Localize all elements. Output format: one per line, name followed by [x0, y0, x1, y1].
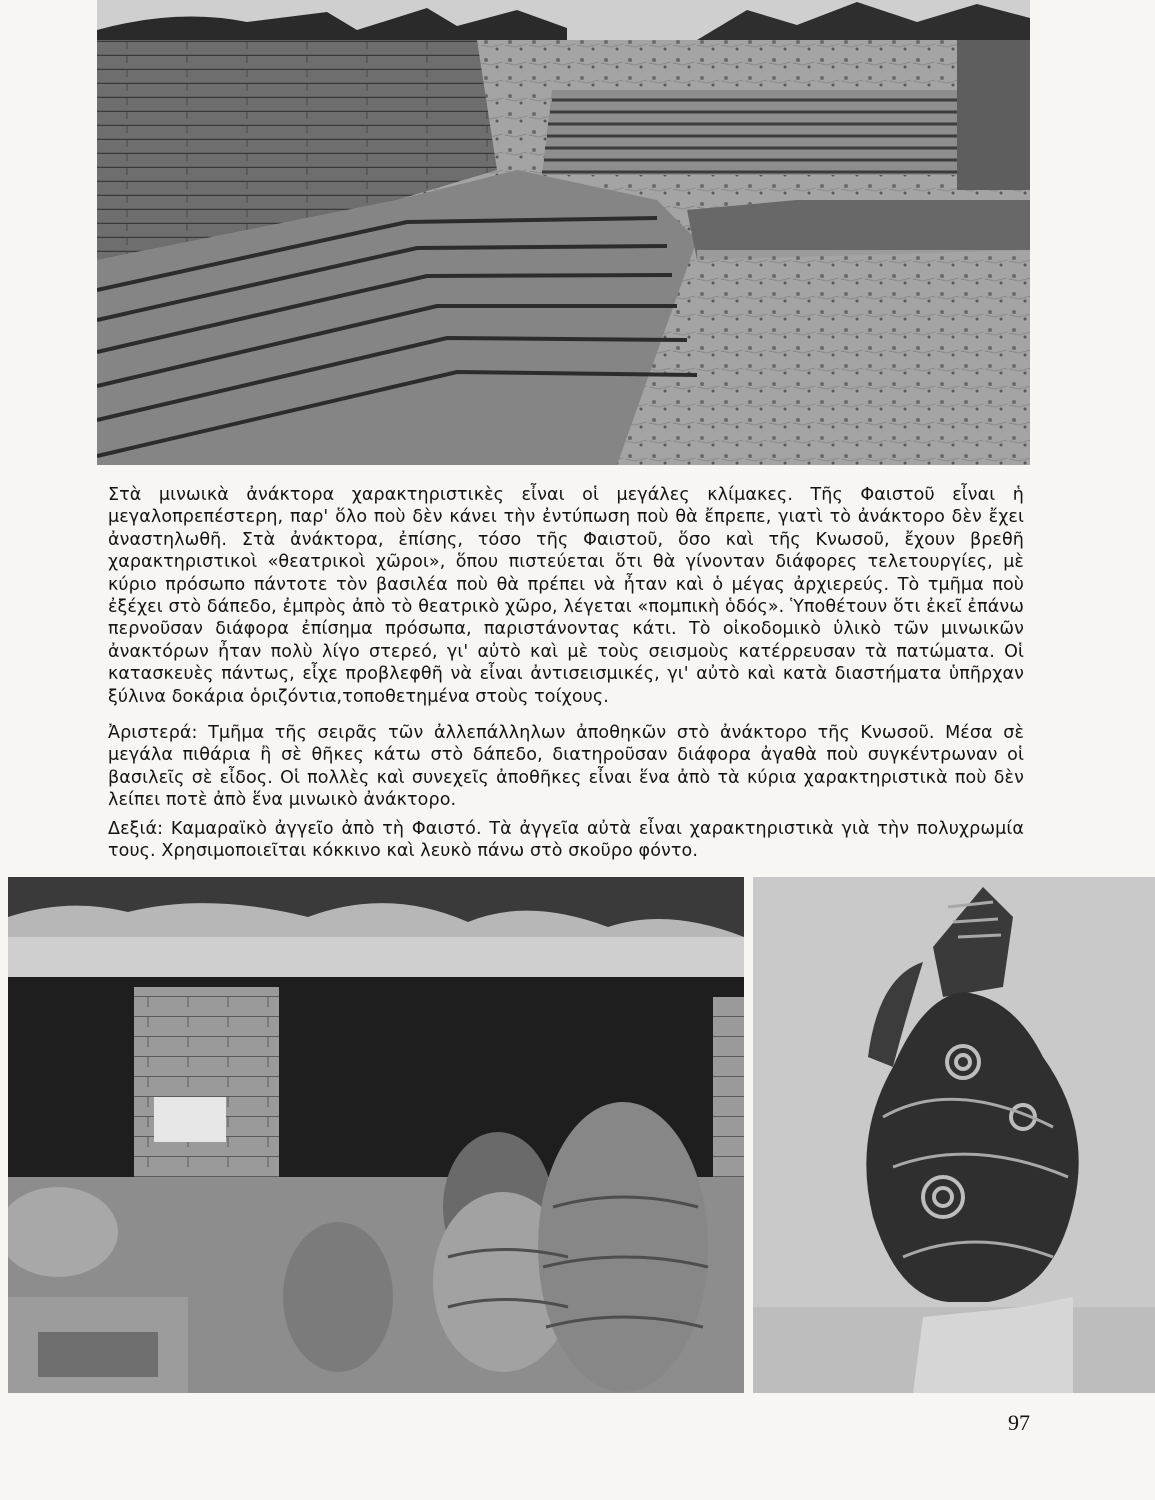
- caption-kamares-vase: Δεξιά: Καμαραϊκὸ ἀγγεῖο ἀπὸ τὴ Φαιστό. Τὰ ἀγγεῖα αὐτὰ εἶναι χαρακτηριστικὰ γιὰ τὴν πολυχρωμία τους. Χρησιμοποιεῖται κόκκινο καὶ λευκὸ πάνω στὸ σκοῦρο φόντο.: [108, 819, 1024, 862]
- staircase-illustration: [97, 0, 1030, 465]
- kamares-vase-illustration: [753, 877, 1155, 1393]
- caption-staircase: Στὰ μινωικὰ ἀνάκτορα χαρακτηριστικὲς εἶναι οἱ μεγάλες κλίμακες. Τῆς Φαιστοῦ εἶναι ἡ μεγαλοπρεπέστερη, παρ' ὅλο ποὺ δὲν κάνει τὴν ἐντύπωση ποὺ θὰ ἔπρεπε, γιατὶ τὸ ἀνάκτορο δὲν ἔχει ἀναστηλωθῆ. Στὰ ἀνάκτορα, ἐπίσης, τόσο τῆς Φαιστοῦ, ὅσο καὶ τῆς Κνωσοῦ, ἔχουν βρεθῆ χαρακτηριστικοὶ «θεατρικοὶ χῶροι», ὅπου πιστεύεται ὅτι θὰ γίνονταν διάφορες τελετουργίες, μὲ κύριο πρόσωπο πάντοτε τὸν βασιλέα ποὺ θὰ πρέπει νὰ ἦταν καὶ ὁ μέγας ἀρχιερεύς. Τὸ τμῆμα ποὺ ἐξέχει στὸ δάπεδο, ἐμπρὸς ἀπὸ τὸ θεατρικὸ χῶρο, λέγεται «πομπικὴ ὁδός». Ὑποθέτουν ὅτι ἐκεῖ ἐπάνω περνοῦσαν διάφορα ἐπίσημα πρόσωπα, παριστάνοντας κάτι. Τὸ οἰκοδομικὸ ὑλικὸ τῶν μινωικῶν ἀνακτόρων ἦταν πολὺ λίγο στερεό, γι' αὐτὸ καὶ μὲ τοὺς σεισμοὺς κατέρρευσαν τὰ πατώματα. Οἱ κατασκευὲς πάντως, εἶχε προβλεφθῆ νὰ εἶναι ἀντισεισμικές, γι' αὐτὸ καὶ κατὰ διαστήματα ὑπῆρχαν ξύλινα δοκάρια ὁριζόντια,τοποθετημένα στοὺς τοίχους.: [108, 485, 1024, 707]
- kamares-vase-photo: [753, 877, 1155, 1393]
- staircase-photo: [97, 0, 1030, 465]
- caption-storerooms: Ἀριστερά: Τμῆμα τῆς σειρᾶς τῶν ἀλλεπάλληλων ἀποθηκῶν στὸ ἀνάκτορο τῆς Κνωσοῦ. Μέσα σὲ μεγάλα πιθάρια ἢ σὲ θῆκες κάτω στὸ δάπεδο, διατηροῦσαν διάφορα ἀγαθὰ ποὺ συγκέντρωναν οἱ βασιλεῖς σὲ εἶδος. Οἱ πολλὲς καὶ συνεχεῖς ἀποθῆκες εἶναι ἕνα ἀπὸ τὰ κύρια χαρακτηριστικὰ ποὺ δὲν λείπει ποτὲ ἀπὸ ἕνα μινωικὸ ἀνάκτορο.: [108, 723, 1024, 811]
- page-number: 97: [1008, 1410, 1030, 1435]
- storerooms-illustration: [8, 877, 744, 1393]
- storerooms-photo: [8, 877, 744, 1393]
